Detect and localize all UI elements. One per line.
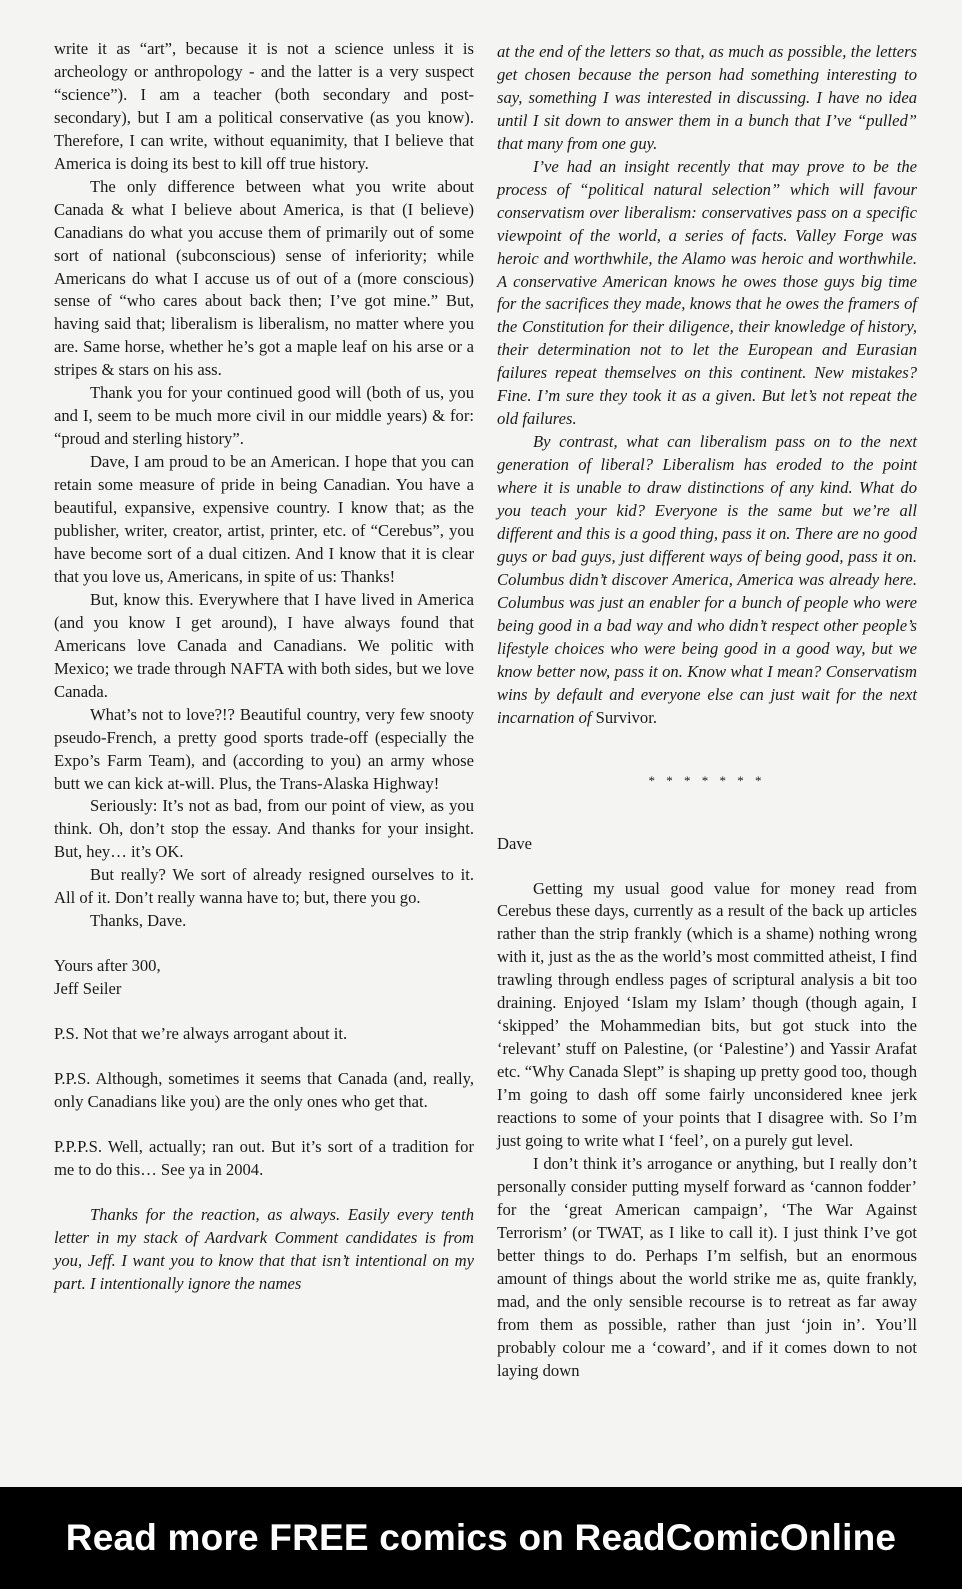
letter-paragraph: What’s not to love?!? Beautiful country, very few snooty pseudo-French, a pretty good sports trade-off (especially the Expo’s Farm Team), and (according to you) an army whose butt we can kick at-will. Plus, the Trans-Alaska Highway! xyxy=(54,704,474,793)
editor-reply xyxy=(497,431,917,729)
show-title: Survivor. xyxy=(595,707,657,727)
letter-paragraph: But really? We sort of already resigned ourselves to it. All of it. Don’t really wanna have to; but, there you go. xyxy=(54,865,474,908)
letter-paragraph: Seriously: It’s not as bad, from our point of view, as you think. Oh, don’t stop the essay. And thanks for your insight. But, hey… it’s OK. xyxy=(54,796,474,862)
editor-reply: I’ve had an insight recently that may prove to be the process of “political natural selection” which will favour conservatism over liberalism: conservatives pass on a specific viewpoint of the world, a series of facts. Valley Forge was heroic and worthwhile, the Alamo was heroic and worthwhile. A conservative American knows he owes those guys big time for the sacrifices they made, knows that he owes the framers of the Constitution for their diligence, their knowledge of history, their determination not to let the European and Eurasian failures repeat themselves on this continent. New mistakes? Fine. I’m sure they took it as a given. But let’s not repeat the old failures. xyxy=(497,156,917,429)
letter-paragraph: But, know this. Everywhere that I have lived in America (and you know I get around), I have always found that Americans love Canada and Canadians. We politic with Mexico; we trade through NAFTA with both sides, but we love Canada. xyxy=(54,589,474,701)
editor-reply: Thanks for the reaction, as always. Easily every tenth letter in my stack of Aardvark Comment candidates is from you, Jeff. I want you to know that that isn’t intentional on my part. I intentionally ignore the names xyxy=(54,1204,474,1293)
letter-paragraph: Thank you for your continued good will (both of us, you and I, seem to be much more civil in our middle years) & for: “proud and sterling history”. xyxy=(54,383,474,449)
letter-salutation: Dave xyxy=(497,833,533,853)
letter-author: Jeff Seiler xyxy=(54,979,122,999)
letter-paragraph: Dave, I am proud to be an American. I hope that you can retain some measure of pride in being Canadian. You have a beautiful, expansive, expensive country. I know that; as the publisher, writer, creator, artist, printer, etc. of “Cerebus”, you have become sort of a dual citizen. And I know that it is clear that you love us, Americans, in spite of us: Thanks! xyxy=(54,452,474,586)
editor-reply-text: By contrast, what can liberalism pass on to the next generation of liberal? Liberalism has eroded to the point where it is unable to draw distinctions of any kind. What do you teach your kid? Everyone is the same but we’re all different and this is a good thing, pass it on. There are no good guys or bad guys, just different ways of being good, pass it on. Columbus didn’t discover America, America was already here. Columbus was just an enabler for a bunch of people who were being good in a bad way and who didn’t respect other people’s lifestyle choices who were being good in a good way, but we know better now, pass it on. Know what I mean? Conservatism wins by default and everyone else can just wait for the next incarnation of xyxy=(497,432,917,727)
promo-banner[interactable] xyxy=(0,1487,962,1589)
letter-paragraph: Thanks, Dave. xyxy=(90,911,187,931)
letter-paragraph: I don’t think it’s arrogance or anything, but I really don’t personally consider putting myself forward as ‘cannon fodder’ for the ‘great American campaign’, ‘The War Against Terrorism’ (or TWAT, as I like to call it). I just think I’ve got better things to do. Perhaps I’m selfish, but an enormous amount of things about the world strike me as, quite frankly, mad, and the only sensible recourse is to retreat as far away from them as possible, rather than just ‘join in’. You’ll probably colour me a ‘coward’, and if it comes down to not laying down xyxy=(497,1153,917,1380)
postscript: P.P.P.S. Well, actually; ran out. But it’s sort of a tradition for me to do this… See ya in 2004. xyxy=(54,1136,474,1179)
promo-text: Read more FREE comics on ReadComicOnline xyxy=(65,1517,897,1558)
section-separator: * * * * * * * xyxy=(648,772,766,788)
letter-signoff: Yours after 300, xyxy=(54,956,161,976)
letter-paragraph: Getting my usual good value for money read from Cerebus these days, currently as a result of the back up articles rather than the strip frankly (which is a shame) nothing wrong with it, just as the as the world’s most committed atheist, I find trawling through endless pages of scriptural analysis a bit too draining. Enjoyed ‘Islam my Islam’ though (though again, I ‘skipped’ the Mohammedian bits, but got stuck into the ‘relevant’ stuff on Palestine, (or ‘Palestine’) and Yassir Arafat etc. “Why Canada Slept” is shaping up pretty good too, though I’m going to dash off some fairly unconsidered knee jerk reactions to some of your points that I disagree with. So I’m just going to write what I ‘feel’, on a purely gut level. xyxy=(497,878,917,1150)
postscript: P.P.S. Although, sometimes it seems that Canada (and, really, only Canadians like you) are the only ones who get that. xyxy=(54,1069,474,1111)
letter-paragraph: write it as “art”, because it is not a science unless it is archeology or anthropology - and the latter is a very suspect “science”). I am a teacher (both secondary and post-secondary), but I am a political conservative (as you know). Therefore, I can write, without equanimity, that I believe that America is doing its best to kill off true history. xyxy=(54,39,474,173)
postscript: P.S. Not that we’re always arrogant about it. xyxy=(54,1024,348,1044)
left-column xyxy=(54,38,474,1296)
letter-paragraph: The only difference between what you write about Canada & what I believe about America, is that (I believe) Canadians do what you accuse them of primarily out of some sort of national (subconscious) sense of inferiority; while Americans do what I accuse us of out of a (more conscious) sense of “who cares about back then; I’ve got mine.” But, having said that; liberalism is liberalism, no matter where you are. Same horse, whether he’s got a maple leaf on his arse or a stripes & stars on his ass. xyxy=(54,176,474,380)
right-column xyxy=(497,41,917,1382)
editor-reply: at the end of the letters so that, as much as possible, the letters get chosen because the person had something interesting to say, something I was interested in discussing. I have no idea until I sit down to answer them in a bunch that I’ve “pulled” that many from one guy. xyxy=(497,42,917,153)
